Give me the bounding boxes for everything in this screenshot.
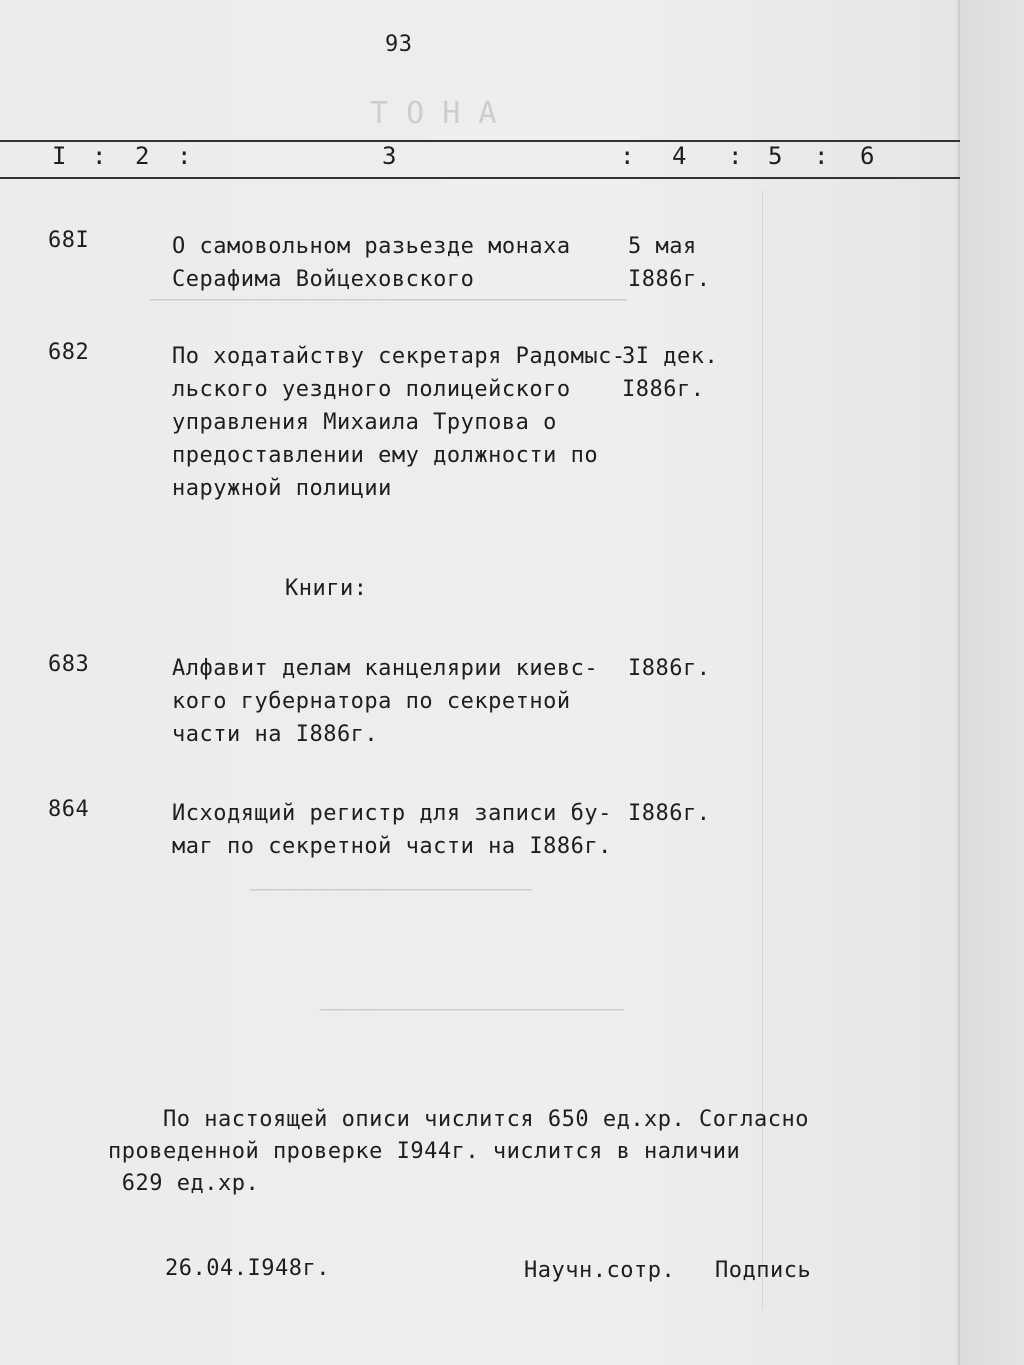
column-header-6: 6 (860, 142, 875, 170)
entry-description: Исходящий регистр для записи бу- маг по секретной части на I886г. (172, 801, 612, 859)
paper-edge (958, 0, 960, 1365)
signature-date: 26.04.I948г. (165, 1256, 330, 1281)
entry-number: 864 (48, 797, 90, 822)
entry-date: I886г. (628, 801, 711, 826)
page-number: 93 (385, 32, 413, 57)
entry-date: I886г. (628, 656, 711, 681)
column-separator: : (814, 142, 829, 170)
column-separator: : (177, 142, 192, 170)
column-header-1: I (52, 142, 67, 170)
bleed-through-title: Т О Н А (370, 96, 497, 131)
entry-number: 683 (48, 652, 90, 677)
bleed-through-text-3: ──────────────────────────── (320, 1000, 624, 1021)
signature-label: Подпись (715, 1258, 812, 1283)
footer-note: По настоящей описи числится 650 ед.хр. Согласно проведенной проверке I944г. числится в наличии 629 ед.хр. (108, 1107, 810, 1196)
entry-date: 5 мая I886г. (628, 234, 711, 292)
entry-number: 68I (48, 228, 90, 253)
entry-description: О самовольном разьезде монаха Серафима Войцеховского (172, 234, 571, 292)
column-header-3: 3 (382, 142, 397, 170)
entry-description: По ходатайству секретаря Радомыс- льского уездного полицейского управления Михаила Трупова о предоставлении ему должности по наружной полиции (172, 344, 626, 501)
bleed-through-text-2: ────────────────────────── (250, 880, 532, 901)
section-heading: Книги: (285, 576, 368, 601)
column-separator: : (728, 142, 743, 170)
signature-position: Научн.сотр. (524, 1258, 676, 1283)
column-separator: : (620, 142, 635, 170)
column-header-5: 5 (768, 142, 783, 170)
column-header-2: 2 (135, 142, 150, 170)
entry-number: 682 (48, 340, 90, 365)
column-header-4: 4 (672, 142, 687, 170)
header-bottom-rule (0, 177, 960, 179)
bleed-through-text: ──────────────────────────────────────────── (150, 290, 627, 311)
entry-description: Алфавит делам канцелярии киевс- кого губернатора по секретной части на I886г. (172, 656, 599, 747)
column-separator: : (92, 142, 107, 170)
entry-date: 3I дек. I886г. (622, 344, 719, 402)
